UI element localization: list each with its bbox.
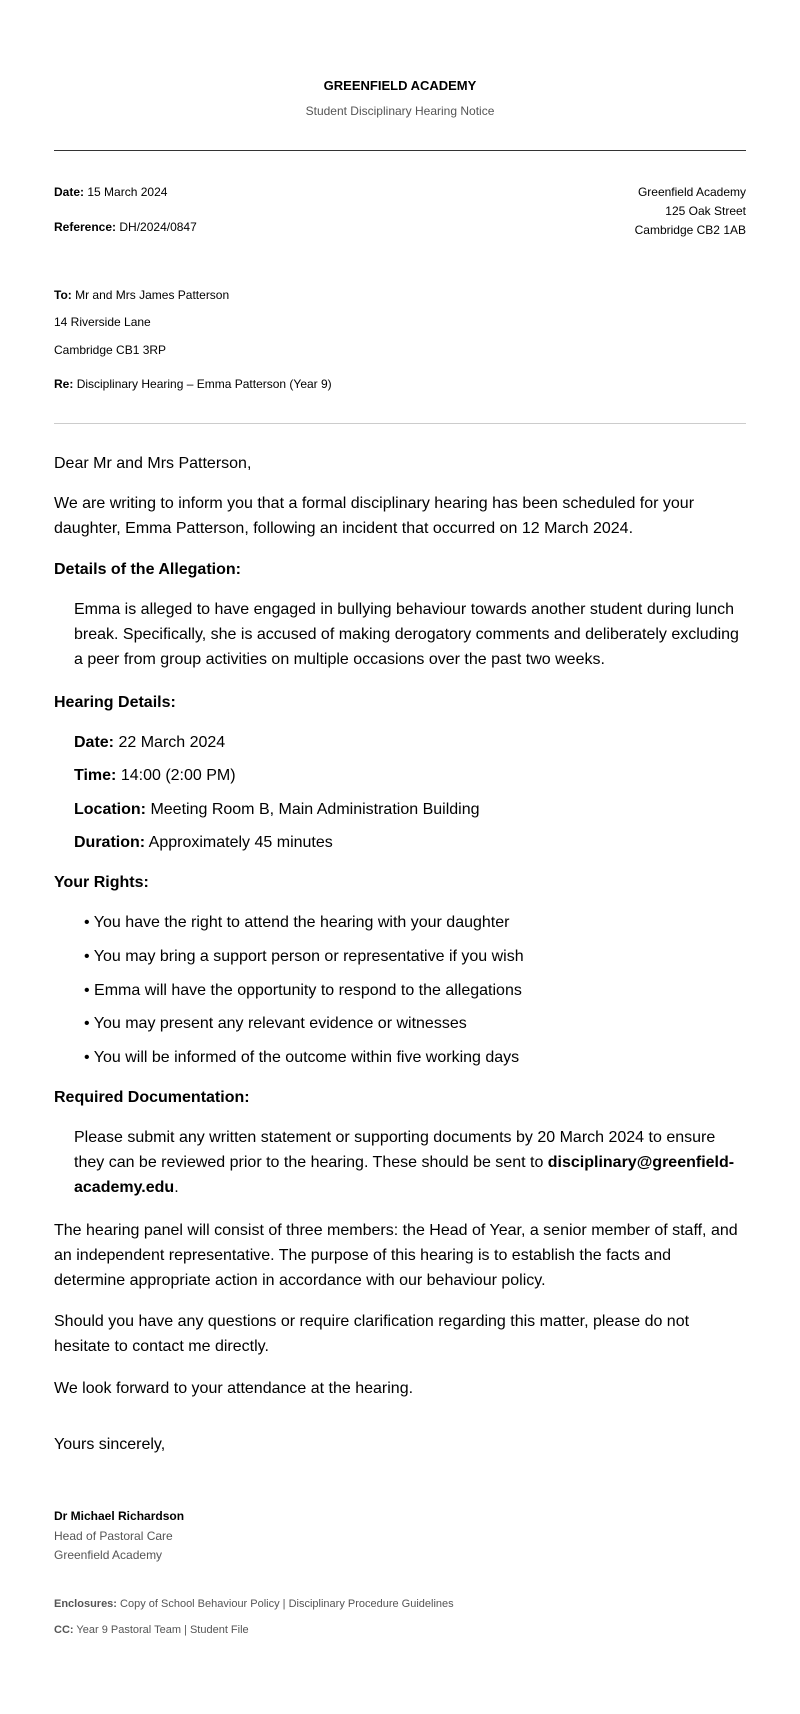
signatory-organisation: Greenfield Academy	[54, 1548, 163, 1562]
list-item: • Emma will have the opportunity to respond to the allegations	[84, 982, 522, 999]
to-value: Mr and Mrs James Patterson	[75, 288, 230, 302]
signatory-name: Dr Michael Richardson	[54, 1509, 185, 1523]
recipient-address-line: Cambridge CB1 3RP	[54, 343, 167, 357]
list-item: • You may present any relevant evidence or witnesses	[84, 1015, 467, 1032]
enclosures-line	[54, 1598, 454, 1610]
hearing-time	[74, 763, 746, 788]
to-label: To:	[54, 288, 72, 302]
documentation-heading: Required Documentation:	[54, 1089, 250, 1106]
hearing-time-label: Time:	[74, 767, 117, 784]
documentation-text: Please submit any written statement or supporting documents by 20 March 2024 to ensure they can be reviewed prior to the hearing. These should be sent to	[74, 1129, 716, 1171]
hearing-location-label: Location:	[74, 801, 146, 818]
hearing-duration	[74, 830, 746, 855]
enclosures-label: Enclosures:	[54, 1598, 117, 1610]
re-label: Re:	[54, 377, 74, 391]
sender-address-line: Greenfield Academy	[637, 185, 746, 199]
signatory-role: Head of Pastoral Care	[54, 1529, 173, 1543]
right-text: Emma will have the opportunity to respond to the allegations	[94, 982, 522, 999]
hearing-location	[74, 797, 746, 822]
date-value: 15 March 2024	[87, 185, 168, 199]
letter-date	[54, 185, 167, 199]
closing-line: We look forward to your attendance at the hearing.	[54, 1380, 414, 1397]
header-divider	[54, 150, 746, 151]
rights-heading: Your Rights:	[54, 874, 149, 891]
recipient-address-line: 14 Riverside Lane	[54, 315, 151, 329]
documentation-paragraph	[74, 1125, 746, 1200]
email-link[interactable]: disciplinary@greenfield-academy.edu	[74, 1154, 735, 1196]
intro-paragraph: We are writing to inform you that a formal disciplinary hearing has been scheduled for your daughter, Emma Patterson, following an incident that occurred on 12 March 2024.	[54, 495, 695, 537]
allegation-heading: Details of the Allegation:	[54, 561, 241, 578]
document-subtitle: Student Disciplinary Hearing Notice	[305, 104, 495, 118]
recipient-name	[54, 288, 229, 302]
enclosures-value: Copy of School Behaviour Policy | Disciplinary Procedure Guidelines	[120, 1598, 454, 1610]
sign-off: Yours sincerely,	[54, 1436, 166, 1453]
cc-line	[54, 1624, 249, 1636]
hearing-duration-label: Duration:	[74, 834, 146, 851]
reference-label: Reference:	[54, 220, 117, 234]
hearing-date-label: Date:	[74, 734, 115, 751]
cc-value: Year 9 Pastoral Team | Student File	[76, 1624, 249, 1636]
hearing-date-value: 22 March 2024	[118, 734, 226, 751]
hearing-duration-value: Approximately 45 minutes	[148, 834, 333, 851]
date-label: Date:	[54, 185, 85, 199]
allegation-paragraph: Emma is alleged to have engaged in bullying behaviour towards another student during lunch break. Specifically, she is accused of making derogatory comments and deliberately excluding a peer from group activities on multiple occasions over the past two weeks.	[74, 601, 739, 668]
hearing-time-value: 14:00 (2:00 PM)	[120, 767, 236, 784]
right-text: You have the right to attend the hearing with your daughter	[93, 914, 510, 931]
subject-line	[54, 377, 332, 391]
right-text: You may bring a support person or representative if you wish	[93, 948, 524, 965]
school-name: GREENFIELD ACADEMY	[323, 78, 477, 93]
list-item: • You have the right to attend the hearing with your daughter	[84, 914, 510, 931]
right-text: You will be informed of the outcome within five working days	[93, 1049, 520, 1066]
right-text: You may present any relevant evidence or witnesses	[93, 1015, 467, 1032]
letter-reference	[54, 220, 197, 234]
list-item: • You may bring a support person or representative if you wish	[84, 948, 524, 965]
hearing-location-value: Meeting Room B, Main Administration Building	[150, 801, 480, 818]
sender-address-line: Cambridge CB2 1AB	[634, 223, 746, 237]
cc-label: CC:	[54, 1624, 74, 1636]
re-value: Disciplinary Hearing – Emma Patterson (Year 9)	[76, 377, 332, 391]
sender-address-line: 125 Oak Street	[665, 204, 746, 218]
panel-paragraph: The hearing panel will consist of three members: the Head of Year, a senior member of staff, and an independent representative. The purpose of this hearing is to establish the facts and determine appropriate action in accordance with our behaviour policy.	[54, 1222, 738, 1289]
questions-paragraph: Should you have any questions or require clarification regarding this matter, please do not hesitate to contact me directly.	[54, 1313, 690, 1355]
section-divider	[54, 423, 746, 424]
salutation: Dear Mr and Mrs Patterson,	[54, 455, 252, 472]
list-item: • You will be informed of the outcome within five working days	[84, 1049, 520, 1066]
hearing-date	[74, 730, 746, 755]
reference-value: DH/2024/0847	[119, 220, 197, 234]
hearing-heading: Hearing Details:	[54, 694, 176, 711]
documentation-end: .	[174, 1179, 179, 1196]
